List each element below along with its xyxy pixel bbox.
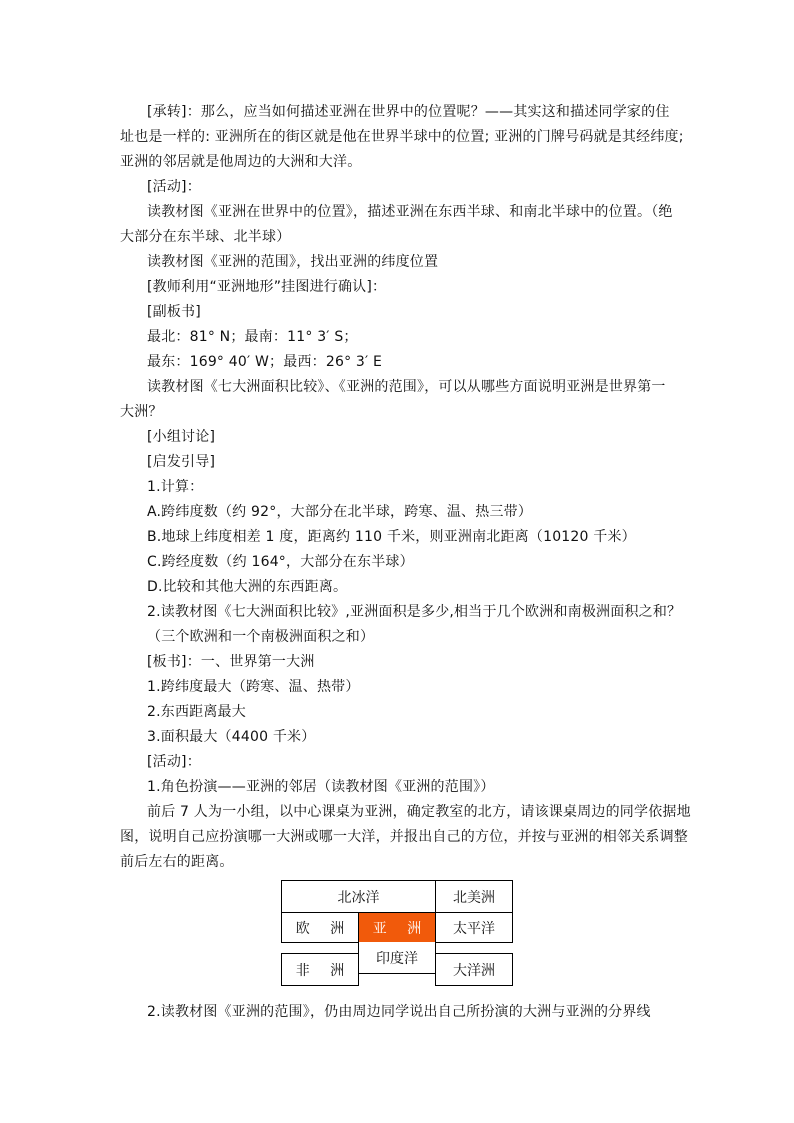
oceania-cell: 大洋洲 bbox=[435, 953, 513, 986]
pacific-ocean-cell: 太平洋 bbox=[435, 912, 513, 943]
text-line: [教师利用“亚洲地形”挂图进行确认]： bbox=[147, 279, 387, 295]
text-line: 2.读教材图《亚洲的范围》，仍由周边同学说出自己所扮演的大洲与亚洲的分界线 bbox=[147, 1004, 651, 1020]
text-line: 亚洲的邻居就是他周边的大洲和大洋。 bbox=[120, 154, 362, 170]
text-line: 1.计算： bbox=[147, 479, 204, 495]
arctic-ocean-cell: 北冰洋 bbox=[281, 880, 436, 913]
text-line: [板书]：一、世界第一大洲 bbox=[147, 654, 315, 670]
text-line: B.地球上纬度相差 1 度，距离约 110 千米，则亚洲南北距离（10120 千米） bbox=[147, 529, 636, 545]
north-america-cell: 北美洲 bbox=[435, 880, 513, 913]
indian-ocean-cell: 印度洋 bbox=[358, 942, 436, 974]
text-line: [启发引导] bbox=[147, 454, 216, 470]
text-line: 前后 7 人为一小组，以中心课桌为亚洲，确定教室的北方，请该课桌周边的同学依据地 bbox=[147, 804, 691, 820]
text-line: [小组讨论] bbox=[147, 429, 216, 445]
text-line: 大洲？ bbox=[120, 404, 163, 420]
text-line: 读教材图《七大洲面积比较》、《亚洲的范围》，可以从哪些方面说明亚洲是世界第一 bbox=[147, 379, 666, 395]
activity-label: [活动]： bbox=[147, 179, 201, 195]
text-line: 2.东西距离最大 bbox=[147, 704, 246, 720]
text-line: 读教材图《亚洲在世界中的位置》，描述亚洲在东西半球、和南北半球中的位置。（绝 bbox=[147, 204, 673, 220]
text-line: 3.面积最大（4400 千米） bbox=[147, 729, 316, 745]
text-line: A.跨纬度数（约 92°，大部分在北半球，跨寒、温、热三带） bbox=[147, 504, 533, 520]
text-line: [承转]：那么，应当如何描述亚洲在世界中的位置呢？——其实这和描述同学家的住 bbox=[147, 104, 670, 120]
text-line: C.跨经度数（约 164°，大部分在东半球） bbox=[147, 554, 414, 570]
longitude-extremes: 最东：169° 40′ W；最西：26° 3′ E bbox=[147, 354, 383, 370]
text-line: [副板书] bbox=[147, 304, 201, 320]
africa-cell: 非 洲 bbox=[281, 953, 359, 986]
activity-label: [活动]： bbox=[147, 754, 201, 770]
asia-cell: 亚 洲 bbox=[358, 912, 436, 943]
text-line: 址也是一样的: 亚洲所在的街区就是他在世界半球中的位置; 亚洲的门牌号码就是其经纬度; bbox=[120, 129, 684, 145]
asia-neighbors-diagram bbox=[281, 880, 513, 986]
text-line: 大部分在东半球、北半球） bbox=[120, 229, 291, 245]
text-line: 1.跨纬度最大（跨寒、温、热带） bbox=[147, 679, 360, 695]
europe-cell: 欧 洲 bbox=[281, 912, 359, 943]
text-line: D.比较和其他大洲的东西距离。 bbox=[147, 579, 348, 595]
text-line: （三个欧洲和一个南极洲面积之和） bbox=[147, 629, 375, 645]
text-line: 2.读教材图《七大洲面积比较》,亚洲面积是多少,相当于几个欧洲和南极洲面积之和？ bbox=[147, 604, 682, 620]
text-line: 读教材图《亚洲的范围》，找出亚洲的纬度位置 bbox=[147, 254, 439, 270]
text-line: 1.角色扮演——亚洲的邻居（读教材图《亚洲的范围》） bbox=[147, 779, 495, 795]
text-line: 前后左右的距离。 bbox=[120, 854, 234, 870]
text-line: 图，说明自己应扮演哪一大洲或哪一大洋，并报出自己的方位，并按与亚洲的相邻关系调整 bbox=[120, 829, 688, 845]
latitude-extremes: 最北：81° N；最南：11° 3′ S； bbox=[147, 329, 358, 345]
